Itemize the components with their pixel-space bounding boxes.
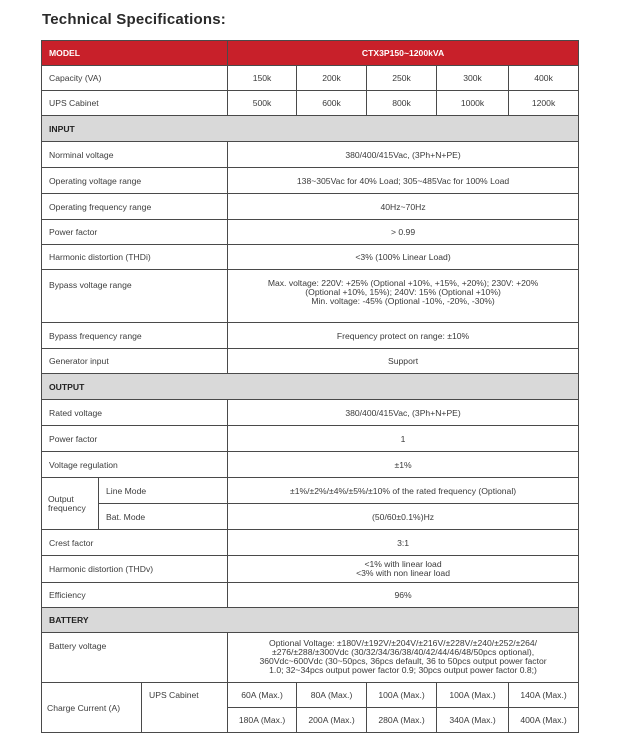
table-row [42, 400, 579, 426]
section-header-output [42, 374, 579, 400]
row-value: ±1% [228, 452, 579, 478]
section-title: BATTERY [42, 608, 579, 633]
table-row [42, 245, 579, 270]
charge-cell: 180A (Max.) [228, 708, 297, 733]
table-row [42, 426, 579, 452]
table-row [42, 504, 579, 530]
table-row [42, 270, 579, 323]
value-line: Optional Voltage: ±180V/±192V/±204V/±216V/±228V/±240/±252/±264/ [269, 638, 538, 648]
row-value: 96% [228, 583, 579, 608]
section-title: INPUT [42, 116, 579, 142]
value-line: (Optional +10%, 15%); 240V: 15% (Optional +10%) [305, 287, 501, 297]
model-label: MODEL [42, 41, 228, 66]
sub-label: Bat. Mode [99, 504, 228, 530]
row-label: Operating voltage range [42, 168, 228, 194]
table-row [42, 349, 579, 374]
value-line: 1.0; 32~34pcs output power factor 0.9; 30pcs output power factor 0.8;) [269, 665, 537, 675]
table-row [42, 452, 579, 478]
table-row [42, 91, 579, 116]
charge-cell: 100A (Max.) [367, 683, 437, 708]
row-label: Battery voltage [42, 633, 228, 683]
table-row [42, 66, 579, 91]
row-label: Rated voltage [42, 400, 228, 426]
page-title: Technical Specifications: [42, 11, 226, 28]
table-row [42, 194, 579, 220]
section-title: OUTPUT [42, 374, 579, 400]
row-value: 1 [228, 426, 579, 452]
cabinet-cell: 800k [367, 91, 437, 116]
row-value: 3:1 [228, 530, 579, 556]
row-value: 138~305Vac for 40% Load; 305~485Vac for 100% Load [228, 168, 579, 194]
table-row [42, 556, 579, 583]
charge-cell: 100A (Max.) [437, 683, 509, 708]
value-line: ±276/±288/±300Vdc (30/32/34/36/38/40/42/44/46/48/50pcs optional), [271, 647, 535, 657]
section-header-input [42, 116, 579, 142]
sub-label: UPS Cabinet [142, 683, 228, 733]
table-row [42, 530, 579, 556]
capacity-cell: 150k [228, 66, 297, 91]
capacity-cell: 200k [297, 66, 367, 91]
table-row [42, 633, 579, 683]
capacity-cell: 250k [367, 66, 437, 91]
cabinet-cell: 600k [297, 91, 367, 116]
section-header-battery [42, 608, 579, 633]
row-label: Power factor [42, 426, 228, 452]
row-value: 380/400/415Vac, (3Ph+N+PE) [228, 142, 579, 168]
charge-cell: 400A (Max.) [509, 708, 579, 733]
cabinet-cell: 500k [228, 91, 297, 116]
sub-label: Line Mode [99, 478, 228, 504]
table-row [42, 683, 579, 708]
row-value: > 0.99 [228, 220, 579, 245]
row-label: Charge Current (A) [42, 683, 142, 733]
charge-cell: 80A (Max.) [297, 683, 367, 708]
row-label: Bypass frequency range [42, 323, 228, 349]
row-label: Harmonic distortion (THDi) [42, 245, 228, 270]
row-value: 40Hz~70Hz [228, 194, 579, 220]
cabinet-cell: 1200k [509, 91, 579, 116]
table-row [42, 168, 579, 194]
table-row [42, 142, 579, 168]
row-value: Frequency protect on range: ±10% [228, 323, 579, 349]
value-line: Max. voltage: 220V: +25% (Optional +10%, +15%, +20%); 230V: +20% [267, 278, 539, 288]
table-row [42, 478, 579, 504]
row-label: Output frequency [42, 478, 99, 530]
row-label: Crest factor [42, 530, 228, 556]
row-value [228, 270, 579, 323]
charge-cell: 200A (Max.) [297, 708, 367, 733]
row-label: Norminal voltage [42, 142, 228, 168]
row-label: Bypass voltage range [42, 270, 228, 323]
row-label: Power factor [42, 220, 228, 245]
row-label: UPS Cabinet [42, 91, 228, 116]
row-label: Harmonic distortion (THDv) [42, 556, 228, 583]
row-value [228, 633, 579, 683]
charge-cell: 280A (Max.) [367, 708, 437, 733]
row-value: <3% (100% Linear Load) [228, 245, 579, 270]
charge-cell: 140A (Max.) [509, 683, 579, 708]
charge-cell: 340A (Max.) [437, 708, 509, 733]
capacity-cell: 400k [509, 66, 579, 91]
model-value: CTX3P150~1200kVA [228, 41, 579, 66]
cabinet-cell: 1000k [437, 91, 509, 116]
capacity-cell: 300k [437, 66, 509, 91]
row-label: Efficiency [42, 583, 228, 608]
value-line: Min. voltage: -45% (Optional -10%, -20%, -30%) [311, 296, 495, 306]
row-label: Generator input [42, 349, 228, 374]
row-value: (50/60±0.1%)Hz [228, 504, 579, 530]
row-value: Support [228, 349, 579, 374]
spec-table [41, 40, 579, 733]
row-label: Capacity (VA) [42, 66, 228, 91]
row-label: Voltage regulation [42, 452, 228, 478]
value-line: 360Vdc~600Vdc (30~50pcs, 36pcs default, 36 to 50pcs output power factor [259, 656, 547, 666]
value-line: <1% with linear load [364, 559, 442, 569]
value-line: <3% with non linear load [356, 568, 450, 578]
row-value [228, 556, 579, 583]
row-value: 380/400/415Vac, (3Ph+N+PE) [228, 400, 579, 426]
table-row [42, 220, 579, 245]
table-header-row [42, 41, 579, 66]
table-row [42, 583, 579, 608]
row-value: ±1%/±2%/±4%/±5%/±10% of the rated frequency (Optional) [228, 478, 579, 504]
table-row [42, 323, 579, 349]
charge-cell: 60A (Max.) [228, 683, 297, 708]
row-label: Operating frequency range [42, 194, 228, 220]
